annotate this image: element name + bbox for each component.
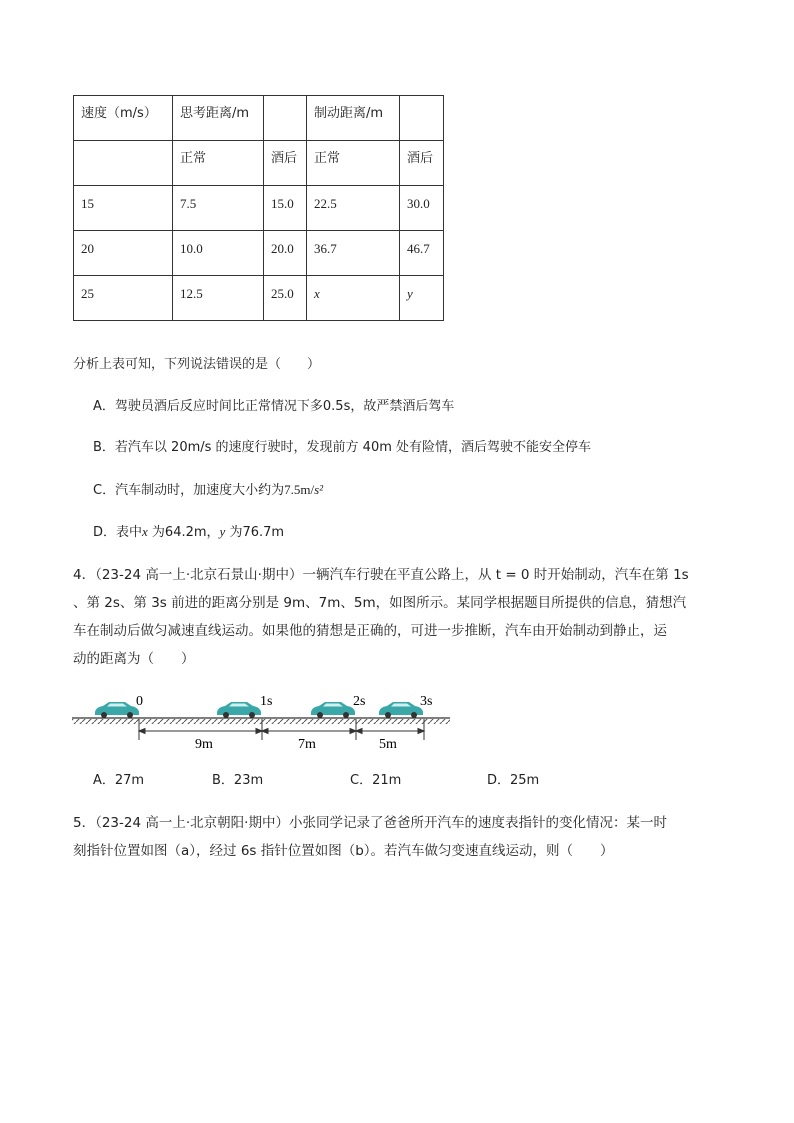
q4-option-d: D．25m — [487, 773, 540, 788]
q4-line: 、第 2s、第 3s 前进的距离分别是 9m、7m、5m，如图所示。某同学根据题目所提供的信息，猜想汽 — [73, 595, 687, 611]
road-hatching — [72, 719, 450, 724]
table-cell: 25 — [74, 276, 173, 321]
car-braking-figure — [70, 686, 455, 756]
q3-option-b: B．若汽车以 20m/s 的速度行驶时，发现前方 40m 处有险情，酒后驾驶不能安全停车 — [93, 440, 592, 455]
header-cell: 速度（m/s） — [74, 96, 173, 141]
q4-option-b: B．23m — [212, 773, 264, 788]
table-cell: 15.0 — [264, 186, 307, 231]
q3-option-d-x: x — [142, 524, 148, 539]
q3-stem: 分析上表可知，下列说法错误的是（ ） — [73, 357, 321, 372]
q3-option-c-value: 7.5m/ — [284, 482, 315, 497]
q4-line: 动的距离为（ ） — [73, 651, 195, 667]
q4-option-a: A．27m — [93, 773, 145, 788]
table-cell: 20.0 — [264, 231, 307, 276]
time-label-1s: 1s — [260, 694, 273, 709]
q4-line: 4．（23-24 高一上·北京石景山·期中）一辆汽车行驶在平直公路上，从 t = 0 时开始制动，汽车在第 1s — [73, 567, 689, 583]
table-cell: 25.0 — [264, 276, 307, 321]
q3-option-d — [93, 522, 284, 543]
q4-option-c: C．21m — [350, 773, 402, 788]
q5-line: 5．（23-24 高一上·北京朝阳·期中）小张同学记录了爸爸所开汽车的速度表指针的变化情况：某一时 — [73, 815, 667, 831]
q3-option-c-text: C．汽车制动时，加速度大小约为 — [93, 483, 285, 498]
distance-label-9m: 9m — [195, 737, 213, 752]
table-cell: 20 — [74, 231, 173, 276]
header-cell: 正常 — [173, 141, 264, 186]
distance-label-5m: 5m — [379, 737, 397, 752]
q3-option-d-y: y — [219, 524, 226, 539]
table-cell: 36.7 — [307, 231, 400, 276]
q3-option-d-text2: 为64.2m， — [147, 525, 220, 540]
header-cell: 制动距离/m — [307, 96, 400, 141]
q4-stem — [73, 561, 733, 673]
table-row — [74, 231, 444, 276]
table-cell: 22.5 — [307, 186, 400, 231]
header-cell — [74, 141, 173, 186]
distance-label-7m: 7m — [298, 737, 316, 752]
time-label-3s: 3s — [420, 694, 433, 709]
header-cell: 酒后 — [264, 141, 307, 186]
q3-option-d-text: D．表中 — [93, 525, 143, 540]
data-table — [73, 95, 444, 321]
table-cell: 7.5 — [173, 186, 264, 231]
time-label-0: 0 — [136, 694, 143, 709]
car-icon — [379, 702, 423, 718]
table-cell: 15 — [74, 186, 173, 231]
header-cell: 思考距离/m — [173, 96, 264, 141]
table-cell: 12.5 — [173, 276, 264, 321]
car-icon — [311, 702, 355, 718]
header-cell — [264, 96, 307, 141]
table-row — [74, 186, 444, 231]
table-cell: 10.0 — [173, 231, 264, 276]
table-header-row — [74, 96, 444, 141]
q5-stem — [73, 809, 733, 865]
q4-line: 车在制动后做匀减速直线运动。如果他的猜想是正确的，可进一步推断，汽车由开始制动到静止，运 — [73, 623, 667, 639]
car-icon — [217, 702, 261, 718]
header-cell: 酒后 — [400, 141, 444, 186]
q5-line: 刻指针位置如图（a），经过 6s 指针位置如图（b）。若汽车做匀变速直线运动，则（ ） — [73, 843, 614, 859]
q3-option-a: A．驾驶员酒后反应时间比正常情况下多0.5s，故严禁酒后驾车 — [93, 399, 455, 414]
table-header-row — [74, 141, 444, 186]
q3-option-c — [93, 480, 323, 501]
table-cell: x — [307, 276, 400, 321]
dimension-arrows — [139, 729, 424, 734]
q3-option-c-unit: s² — [314, 482, 324, 497]
header-cell — [400, 96, 444, 141]
table-cell: 46.7 — [400, 231, 444, 276]
header-cell: 正常 — [307, 141, 400, 186]
table-row — [74, 276, 444, 321]
time-label-2s: 2s — [353, 694, 366, 709]
q3-option-d-text3: 为76.7m — [225, 525, 285, 540]
car-icon — [95, 702, 139, 718]
table-cell: y — [400, 276, 444, 321]
table-cell: 30.0 — [400, 186, 444, 231]
